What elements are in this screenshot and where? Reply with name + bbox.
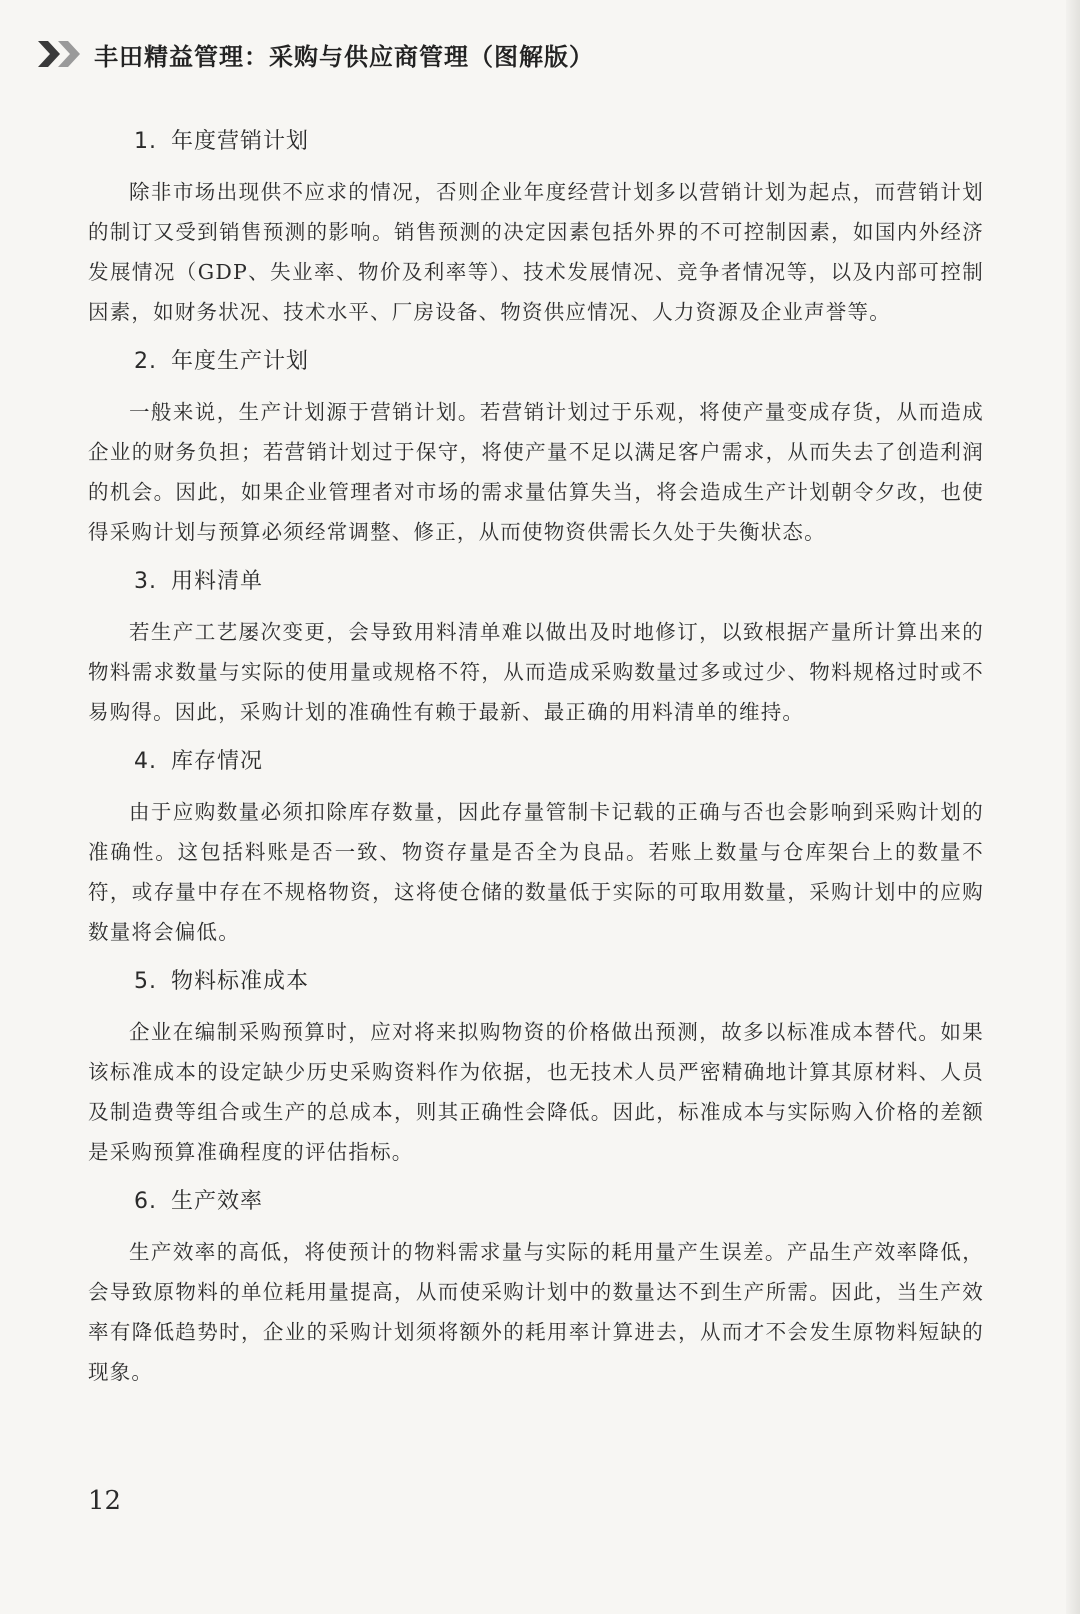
section-paragraph: 一般来说，生产计划源于营销计划。若营销计划过于乐观，将使产量变成存货，从而造成企业的财务负担；若营销计划过于保守，将使产量不足以满足客户需求，从而失去了创造利润的机会。因此，如果企业管理者对市场的需求量估算失当，将会造成生产计划朝令夕改，也使得采购计划与预算必须经常调整、修正，从而使物资供需长久处于失衡状态。: [88, 400, 984, 544]
section-1: [88, 122, 984, 332]
section-title: 年度生产计划: [171, 349, 310, 374]
running-header: [36, 34, 594, 74]
section-title: 物料标准成本: [171, 969, 310, 994]
section-number: 4.: [134, 749, 157, 774]
section-4: [88, 742, 984, 952]
section-number: 6.: [134, 1189, 157, 1214]
page-body: [88, 122, 984, 1402]
section-paragraph: 由于应购数量必须扣除库存数量，因此存量管制卡记载的正确与否也会影响到采购计划的准确性。这包括料账是否一致、物资存量是否全为良品。若账上数量与仓库架台上的数量不符，或存量中存在不规格物资，这将使仓储的数量低于实际的可取用数量，采购计划中的应购数量将会偏低。: [88, 800, 984, 944]
section-paragraph: 企业在编制采购预算时，应对将来拟购物资的价格做出预测，故多以标准成本替代。如果该标准成本的设定缺少历史采购资料作为依据，也无技术人员严密精确地计算其原材料、人员及制造费等组合或生产的总成本，则其正确性会降低。因此，标准成本与实际购入价格的差额是采购预算准确程度的评估指标。: [88, 1020, 984, 1164]
section-number: 3.: [134, 569, 157, 594]
section-title: 年度营销计划: [171, 129, 310, 154]
section-number: 1.: [134, 129, 157, 154]
section-5: [88, 962, 984, 1172]
section-heading: [134, 742, 984, 782]
section-6: [88, 1182, 984, 1392]
section-number: 5.: [134, 969, 157, 994]
section-title: 库存情况: [171, 749, 264, 774]
double-chevron-icon: [36, 34, 94, 74]
section-heading: [134, 562, 984, 602]
section-number: 2.: [134, 349, 157, 374]
section-paragraph: 若生产工艺屡次变更，会导致用料清单难以做出及时地修订，以致根据产量所计算出来的物料需求数量与实际的使用量或规格不符，从而造成采购数量过多或过少、物料规格过时或不易购得。因此，采购计划的准确性有赖于最新、最正确的用料清单的维持。: [88, 620, 984, 724]
section-heading: [134, 962, 984, 1002]
section-heading: [134, 1182, 984, 1222]
section-title: 生产效率: [171, 1189, 264, 1214]
page-number: 12: [88, 1486, 122, 1516]
section-paragraph: 除非市场出现供不应求的情况，否则企业年度经营计划多以营销计划为起点，而营销计划的制订又受到销售预测的影响。销售预测的决定因素包括外界的不可控制因素，如国内外经济发展情况（GDP、失业率、物价及利率等）、技术发展情况、竞争者情况等，以及内部可控制因素，如财务状况、技术水平、厂房设备、物资供应情况、人力资源及企业声誉等。: [88, 180, 984, 324]
section-heading: [134, 122, 984, 162]
section-2: [88, 342, 984, 552]
section-title: 用料清单: [171, 569, 264, 594]
section-3: [88, 562, 984, 732]
section-heading: [134, 342, 984, 382]
page-edge-shadow: [1066, 0, 1080, 1614]
section-paragraph: 生产效率的高低，将使预计的物料需求量与实际的耗用量产生误差。产品生产效率降低，会导致原物料的单位耗用量提高，从而使采购计划中的数量达不到生产所需。因此，当生产效率有降低趋势时，企业的采购计划须将额外的耗用率计算进去，从而才不会发生原物料短缺的现象。: [88, 1240, 984, 1384]
book-title: 丰田精益管理：采购与供应商管理（图解版）: [94, 42, 594, 71]
